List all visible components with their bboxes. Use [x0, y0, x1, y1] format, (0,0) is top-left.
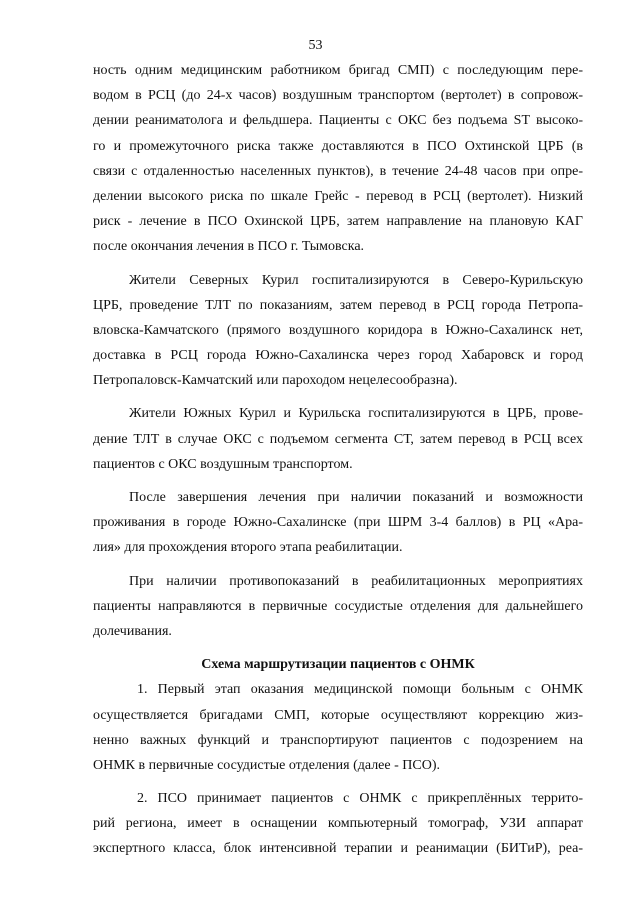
text-line: Жители Южных Курил и Курильска госпитализируются в ЦРБ, прове-	[129, 406, 583, 422]
text-line: долечивания.	[93, 623, 172, 639]
text-line: после окончания лечения в ПСО г. Тымовска.	[93, 239, 365, 255]
document-body	[93, 58, 583, 862]
text-line: го и промежуточного риска также доставляются в ПСО Охтинской ЦРБ (в	[93, 138, 583, 154]
text-line: После завершения лечения при наличии показаний и возможности	[129, 490, 583, 505]
text-line: Петропаловск-Камчатский или пароходом нецелесообразна).	[93, 373, 458, 389]
section-heading: Схема маршрутизации пациентов с ОНМК	[201, 657, 475, 673]
numbered-item-1	[93, 677, 583, 778]
text-line: ненно важных функций и транспортируют пациентов с подозрением на	[93, 732, 583, 748]
paragraph-4	[93, 485, 583, 561]
text-line: экспертного класса, блок интенсивной терапии и реанимации (БИТиР), реа-	[93, 841, 583, 857]
text-line: риск - лечение в ПСО Охинской ЦРБ, затем направление на плановую КАГ	[93, 214, 583, 230]
text-line: Жители Северных Курил госпитализируются в Северо-Курильскую	[129, 272, 583, 288]
text-line: пациенты направляются в первичные сосудистые отделения для дальнейшего	[93, 598, 583, 614]
text-line: 2. ПСО принимает пациентов с ОНМК с прикреплённых террито-	[137, 791, 583, 807]
paragraph-5	[93, 569, 583, 645]
paragraph-2	[93, 268, 583, 394]
text-line: вловска-Камчатского (прямого воздушного коридора в Южно-Сахалинск нет,	[93, 322, 583, 338]
text-line: осуществляется бригадами СМП, которые осуществляют коррекцию жиз-	[93, 707, 583, 723]
text-line: лия» для прохождения второго этапа реабилитации.	[93, 540, 403, 556]
text-line: ность одним медицинским работником бригад СМП) с последующим пере-	[93, 63, 583, 78]
text-line: При наличии противопоказаний в реабилитационных мероприятиях	[129, 573, 583, 589]
text-line: ОНМК в первичные сосудистые отделения (далее - ПСО).	[93, 757, 440, 773]
numbered-item-2	[93, 786, 583, 862]
text-line: доставка в РСЦ города Южно-Сахалинска через город Хабаровск и город	[93, 348, 583, 364]
text-line: дении реаниматолога и фельдшера. Пациенты с ОКС без подъема ST высоко-	[93, 113, 583, 129]
text-line: пациентов с ОКС воздушным транспортом.	[93, 456, 353, 472]
page-number: 53	[308, 38, 323, 53]
paragraph-3	[93, 401, 583, 477]
text-line: рий региона, имеет в оснащении компьютерный томограф, УЗИ аппарат	[93, 816, 583, 832]
text-line: 1. Первый этап оказания медицинской помощи больным с ОНМК	[137, 682, 583, 698]
text-line: делении высокого риска по шкале Грейс - перевод в РСЦ (вертолет). Низкий	[93, 188, 583, 204]
paragraph-1	[93, 58, 583, 260]
text-line: проживания в городе Южно-Сахалинске (при ШРМ 3-4 баллов) в РЦ «Ара-	[93, 515, 583, 531]
text-line: связи с отдаленностью населенных пунктов), в течение 24-48 часов при опре-	[93, 163, 583, 179]
text-line: ЦРБ, проведение ТЛТ по показаниям, затем перевод в РСЦ города Петропа-	[93, 297, 583, 313]
text-line: водом в РСЦ (до 24-х часов) воздушным транспортом (вертолет) в сопровож-	[93, 88, 583, 104]
text-line: дение ТЛТ в случае ОКС с подъемом сегмента СТ, затем перевод в РСЦ всех	[93, 431, 583, 447]
